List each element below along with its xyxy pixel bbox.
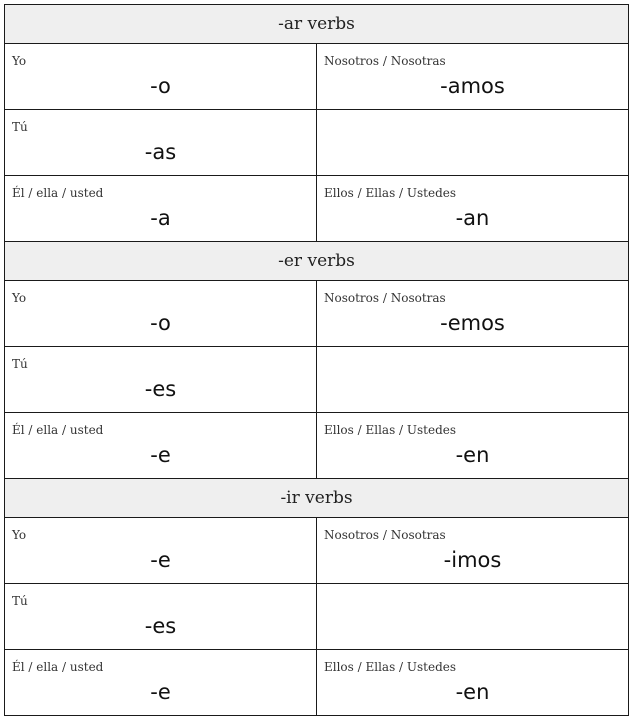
pronoun-label: Él / ella / usted bbox=[12, 423, 104, 437]
conjugation-cell bbox=[317, 650, 629, 716]
conjugation-cell bbox=[317, 413, 629, 479]
verb-ending: -a bbox=[150, 206, 171, 230]
table-row bbox=[5, 110, 629, 176]
pronoun-label: Tú bbox=[12, 357, 28, 371]
pronoun-label: Yo bbox=[12, 291, 27, 305]
table-row bbox=[5, 176, 629, 242]
conjugation-cell-empty bbox=[317, 584, 629, 650]
conjugation-cell bbox=[5, 650, 317, 716]
section-title: -ir verbs bbox=[5, 479, 629, 518]
conjugation-cell bbox=[5, 176, 317, 242]
table-row bbox=[5, 44, 629, 110]
conjugation-cell bbox=[5, 44, 317, 110]
section-title: -ar verbs bbox=[5, 5, 629, 44]
pronoun-label: Él / ella / usted bbox=[12, 186, 104, 200]
pronoun-label: Él / ella / usted bbox=[12, 660, 104, 674]
section-title: -er verbs bbox=[5, 242, 629, 281]
verb-ending: -an bbox=[455, 206, 490, 230]
pronoun-label: Nosotros / Nosotras bbox=[324, 291, 446, 305]
conjugation-cell bbox=[5, 347, 317, 413]
conjugation-cell bbox=[317, 518, 629, 584]
section-header-er bbox=[5, 242, 629, 281]
verb-ending: -es bbox=[144, 614, 177, 638]
table-row bbox=[5, 584, 629, 650]
conjugation-cell-empty bbox=[317, 347, 629, 413]
verb-ending: -o bbox=[150, 74, 171, 98]
table-row bbox=[5, 650, 629, 716]
verb-ending: -emos bbox=[440, 311, 505, 335]
pronoun-label: Nosotros / Nosotras bbox=[324, 54, 446, 68]
verb-ending: -as bbox=[144, 140, 177, 164]
conjugation-cell bbox=[5, 110, 317, 176]
table-row bbox=[5, 413, 629, 479]
conjugation-cell bbox=[5, 518, 317, 584]
pronoun-label: Ellos / Ellas / Ustedes bbox=[324, 423, 457, 437]
pronoun-label: Tú bbox=[12, 594, 28, 608]
pronoun-label: Ellos / Ellas / Ustedes bbox=[324, 660, 457, 674]
verb-ending: -imos bbox=[443, 548, 502, 572]
verb-ending: -es bbox=[144, 377, 177, 401]
section-header-ir bbox=[5, 479, 629, 518]
table-row bbox=[5, 347, 629, 413]
table-row bbox=[5, 281, 629, 347]
table-row bbox=[5, 518, 629, 584]
pronoun-label: Tú bbox=[12, 120, 28, 134]
conjugation-cell bbox=[5, 281, 317, 347]
conjugation-cell bbox=[317, 176, 629, 242]
verb-ending: -e bbox=[150, 548, 171, 572]
pronoun-label: Nosotros / Nosotras bbox=[324, 528, 446, 542]
conjugation-table bbox=[4, 4, 629, 716]
pronoun-label: Ellos / Ellas / Ustedes bbox=[324, 186, 457, 200]
pronoun-label: Yo bbox=[12, 54, 27, 68]
verb-ending: -e bbox=[150, 680, 171, 704]
section-header-ar bbox=[5, 5, 629, 44]
verb-ending: -e bbox=[150, 443, 171, 467]
verb-ending: -amos bbox=[440, 74, 505, 98]
conjugation-cell bbox=[317, 44, 629, 110]
pronoun-label: Yo bbox=[12, 528, 27, 542]
verb-ending: -o bbox=[150, 311, 171, 335]
conjugation-cell bbox=[317, 281, 629, 347]
conjugation-cell bbox=[5, 584, 317, 650]
verb-ending: -en bbox=[455, 680, 490, 704]
conjugation-cell bbox=[5, 413, 317, 479]
verb-ending: -en bbox=[455, 443, 490, 467]
conjugation-cell-empty bbox=[317, 110, 629, 176]
